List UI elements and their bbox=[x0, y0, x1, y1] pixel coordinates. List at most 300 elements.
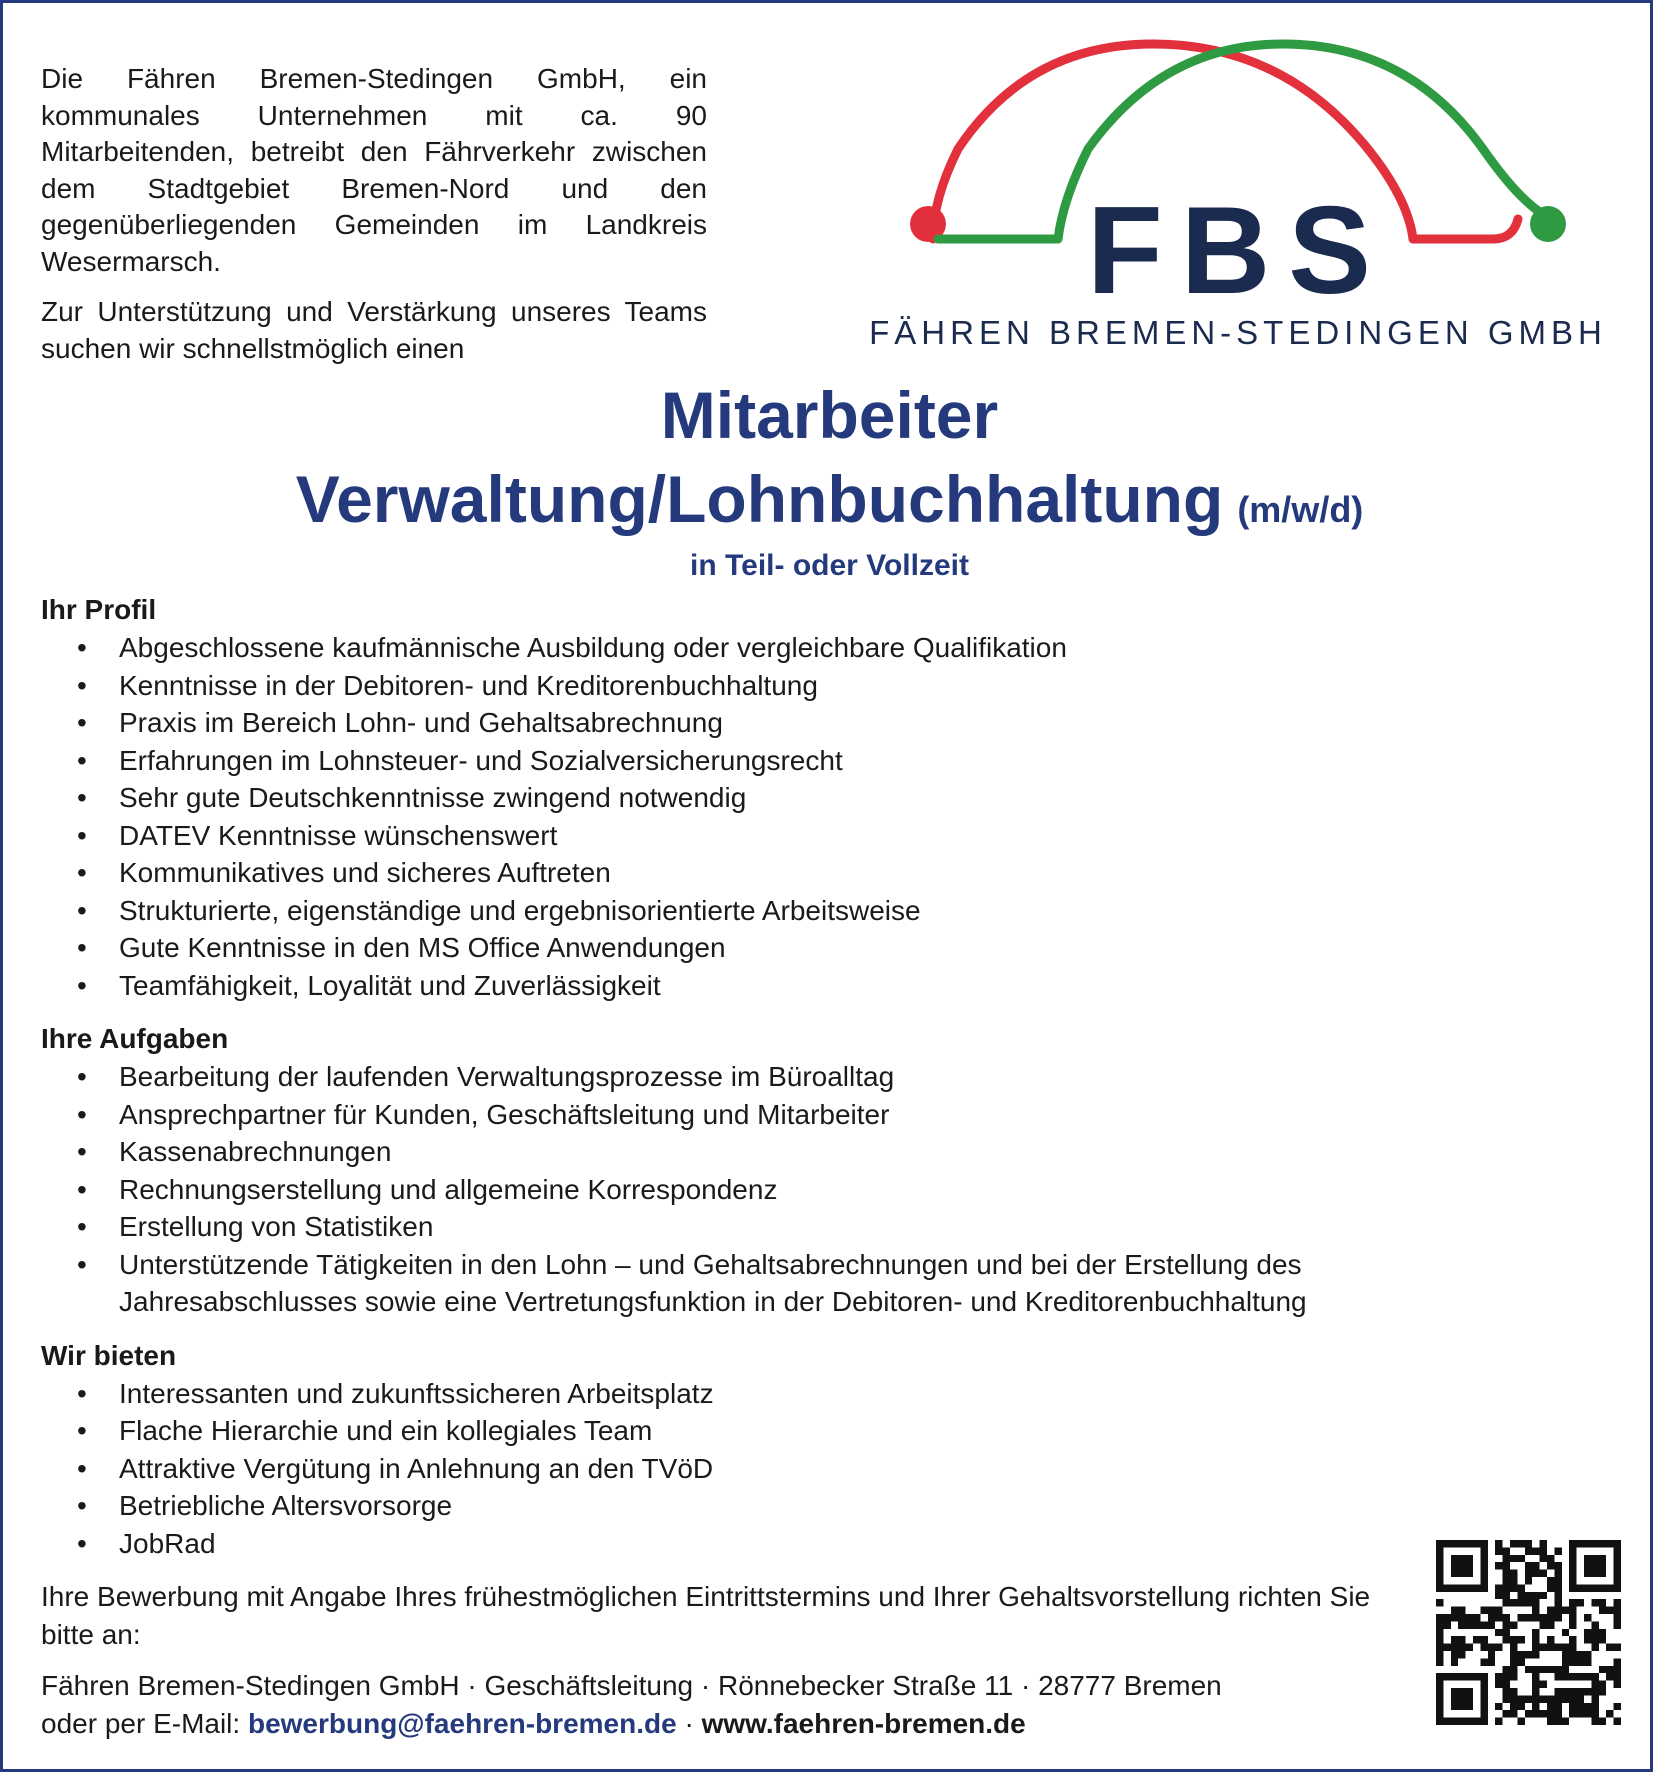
qr-module bbox=[1569, 1651, 1576, 1658]
qr-module bbox=[1517, 1703, 1524, 1710]
qr-module bbox=[1503, 1629, 1510, 1636]
qr-module bbox=[1488, 1621, 1495, 1628]
qr-module bbox=[1495, 1540, 1502, 1547]
list-item bbox=[41, 892, 1521, 930]
qr-module bbox=[1473, 1621, 1480, 1628]
qr-module bbox=[1532, 1673, 1539, 1680]
qr-module bbox=[1599, 1629, 1606, 1636]
qr-module bbox=[1547, 1621, 1554, 1628]
qr-module bbox=[1591, 1703, 1598, 1710]
section-heading-bieten: Wir bieten bbox=[41, 1339, 177, 1371]
qr-module bbox=[1495, 1607, 1502, 1614]
qr-module bbox=[1562, 1629, 1569, 1636]
list-item-text: Erstellung von Statistiken bbox=[119, 1211, 434, 1242]
qr-module bbox=[1510, 1584, 1517, 1591]
qr-module bbox=[1517, 1584, 1524, 1591]
qr-module bbox=[1547, 1644, 1554, 1651]
qr-module bbox=[1614, 1681, 1621, 1688]
qr-module bbox=[1510, 1703, 1517, 1710]
qr-module bbox=[1503, 1621, 1510, 1628]
qr-module bbox=[1488, 1614, 1495, 1621]
bullet-icon: • bbox=[77, 969, 87, 1001]
qr-module bbox=[1569, 1621, 1576, 1628]
list-item bbox=[41, 1096, 1521, 1134]
qr-module bbox=[1532, 1547, 1539, 1554]
qr-module bbox=[1503, 1570, 1510, 1577]
qr-module bbox=[1436, 1644, 1443, 1651]
list-item-text: Attraktive Vergütung in Anlehnung an den TVöD bbox=[119, 1452, 714, 1484]
qr-module bbox=[1436, 1614, 1443, 1621]
qr-module bbox=[1458, 1636, 1465, 1643]
bullet-icon: • bbox=[77, 932, 87, 963]
qr-module bbox=[1532, 1695, 1539, 1702]
job-details bbox=[41, 591, 1521, 1756]
profil-list bbox=[41, 629, 1521, 1004]
qr-module bbox=[1584, 1614, 1591, 1621]
qr-module bbox=[1569, 1695, 1576, 1702]
qr-module bbox=[1540, 1555, 1547, 1562]
list-item-text: Praxis im Bereich Lohn- und Gehaltsabrechnung bbox=[119, 707, 723, 738]
qr-module bbox=[1525, 1547, 1532, 1554]
bullet-icon: • bbox=[77, 1377, 87, 1409]
qr-module bbox=[1614, 1666, 1621, 1673]
qr-module bbox=[1532, 1607, 1539, 1614]
job-title-line-2 bbox=[3, 462, 1653, 547]
qr-module bbox=[1591, 1695, 1598, 1702]
qr-module bbox=[1569, 1703, 1576, 1710]
company-logo bbox=[853, 39, 1623, 359]
bullet-icon: • bbox=[77, 1173, 87, 1205]
qr-module bbox=[1547, 1666, 1554, 1673]
qr-module bbox=[1554, 1695, 1561, 1702]
qr-module bbox=[1584, 1673, 1591, 1680]
list-item-text: DATEV Kenntnisse wünschenswert bbox=[119, 819, 558, 851]
qr-module bbox=[1532, 1570, 1539, 1577]
qr-module bbox=[1503, 1636, 1510, 1643]
logo-company-name: FÄHREN BREMEN-STEDINGEN GMBH bbox=[869, 314, 1607, 351]
qr-module bbox=[1554, 1673, 1561, 1680]
qr-module bbox=[1458, 1651, 1465, 1658]
qr-module bbox=[1584, 1710, 1591, 1717]
qr-module bbox=[1466, 1621, 1473, 1628]
qr-module bbox=[1569, 1673, 1576, 1680]
qr-module bbox=[1532, 1651, 1539, 1658]
list-item bbox=[41, 1412, 1521, 1450]
qr-module bbox=[1599, 1607, 1606, 1614]
qr-module bbox=[1517, 1592, 1524, 1599]
qr-module bbox=[1510, 1577, 1517, 1584]
qr-module bbox=[1547, 1555, 1554, 1562]
bullet-icon: • bbox=[77, 857, 87, 888]
qr-module bbox=[1458, 1621, 1465, 1628]
qr-module bbox=[1532, 1636, 1539, 1643]
list-item bbox=[41, 667, 1521, 705]
qr-module bbox=[1540, 1547, 1547, 1554]
qr-module bbox=[1591, 1688, 1598, 1695]
qr-module bbox=[1569, 1599, 1576, 1606]
qr-module bbox=[1525, 1614, 1532, 1621]
qr-module bbox=[1495, 1703, 1502, 1710]
qr-module bbox=[1503, 1666, 1510, 1673]
list-item bbox=[41, 1058, 1521, 1096]
qr-module bbox=[1569, 1658, 1576, 1665]
qr-module bbox=[1443, 1614, 1450, 1621]
qr-module bbox=[1495, 1562, 1502, 1569]
qr-module bbox=[1510, 1644, 1517, 1651]
qr-module bbox=[1503, 1547, 1510, 1554]
qr-module bbox=[1569, 1614, 1576, 1621]
qr-module bbox=[1554, 1614, 1561, 1621]
qr-module bbox=[1525, 1570, 1532, 1577]
qr-module bbox=[1532, 1703, 1539, 1710]
qr-module bbox=[1517, 1599, 1524, 1606]
qr-module bbox=[1554, 1666, 1561, 1673]
logo-letters: FBS bbox=[1087, 182, 1389, 320]
qr-module bbox=[1554, 1592, 1561, 1599]
qr-module bbox=[1547, 1607, 1554, 1614]
qr-module bbox=[1547, 1562, 1554, 1569]
qr-module bbox=[1577, 1695, 1584, 1702]
qr-module bbox=[1591, 1629, 1598, 1636]
qr-module bbox=[1451, 1607, 1458, 1614]
qr-module bbox=[1510, 1666, 1517, 1673]
qr-module bbox=[1532, 1644, 1539, 1651]
list-item bbox=[41, 1133, 1521, 1171]
qr-module bbox=[1562, 1673, 1569, 1680]
qr-module bbox=[1480, 1658, 1487, 1665]
qr-module bbox=[1547, 1636, 1554, 1643]
qr-module bbox=[1503, 1599, 1510, 1606]
application-info bbox=[41, 1578, 1411, 1742]
qr-module bbox=[1525, 1562, 1532, 1569]
qr-module bbox=[1532, 1688, 1539, 1695]
qr-module bbox=[1562, 1718, 1569, 1725]
qr-module bbox=[1591, 1599, 1598, 1606]
list-item-text: Sehr gute Deutschkenntnisse zwingend notwendig bbox=[119, 782, 747, 813]
qr-module bbox=[1591, 1636, 1598, 1643]
list-item bbox=[41, 629, 1521, 667]
qr-module bbox=[1562, 1607, 1569, 1614]
qr-module bbox=[1547, 1584, 1554, 1591]
email-link[interactable]: bewerbung@faehren-bremen.de bbox=[247, 1707, 677, 1739]
list-item bbox=[41, 1375, 1521, 1413]
website-link[interactable]: www.faehren-bremen.de bbox=[701, 1707, 1026, 1739]
qr-module bbox=[1577, 1651, 1584, 1658]
qr-module bbox=[1614, 1614, 1621, 1621]
bullet-icon: • bbox=[77, 1136, 87, 1167]
qr-module bbox=[1562, 1651, 1569, 1658]
qr-module bbox=[1614, 1658, 1621, 1665]
qr-module bbox=[1495, 1718, 1502, 1725]
qr-module bbox=[1599, 1681, 1606, 1688]
qr-module bbox=[1473, 1614, 1480, 1621]
email-prefix: oder per E-Mail: bbox=[41, 1707, 241, 1739]
qr-module bbox=[1554, 1577, 1561, 1584]
qr-module bbox=[1495, 1547, 1502, 1554]
qr-module bbox=[1562, 1666, 1569, 1673]
list-item bbox=[41, 742, 1521, 780]
qr-module bbox=[1591, 1681, 1598, 1688]
qr-module bbox=[1525, 1710, 1532, 1717]
section-heading-aufgaben: Ihre Aufgaben bbox=[41, 1023, 229, 1054]
list-item-text: Strukturierte, eigenständige und ergebnisorientierte Arbeitsweise bbox=[119, 894, 921, 926]
qr-module bbox=[1614, 1621, 1621, 1628]
job-title-gender-suffix: (m/w/d) bbox=[1237, 489, 1364, 530]
qr-module bbox=[1503, 1592, 1510, 1599]
qr-module bbox=[1510, 1599, 1517, 1606]
qr-module bbox=[1495, 1681, 1502, 1688]
qr-module bbox=[1606, 1666, 1613, 1673]
qr-module bbox=[1510, 1658, 1517, 1665]
qr-module bbox=[1562, 1644, 1569, 1651]
qr-module bbox=[1503, 1555, 1510, 1562]
bullet-icon: • bbox=[77, 1415, 87, 1446]
qr-module bbox=[1525, 1540, 1532, 1547]
qr-module bbox=[1540, 1644, 1547, 1651]
qr-module bbox=[1554, 1710, 1561, 1717]
qr-module bbox=[1436, 1599, 1443, 1606]
qr-module bbox=[1606, 1710, 1613, 1717]
qr-module bbox=[1488, 1658, 1495, 1665]
qr-module bbox=[1540, 1540, 1547, 1547]
qr-module bbox=[1554, 1599, 1561, 1606]
qr-module bbox=[1591, 1710, 1598, 1717]
qr-module bbox=[1525, 1651, 1532, 1658]
list-item-text: Ansprechpartner für Kunden, Geschäftsleitung und Mitarbeiter bbox=[119, 1098, 890, 1130]
qr-module bbox=[1577, 1599, 1584, 1606]
list-item-text: Unterstützende Tätigkeiten in den Lohn – und Gehaltsabrechnungen und bei der Erstellung des Jahresabschlusses sowie eine Vertretungsfunktion in der Debitoren- und Kreditorenbuchhaltung bbox=[119, 1248, 1307, 1317]
qr-module bbox=[1525, 1592, 1532, 1599]
qr-module bbox=[1547, 1703, 1554, 1710]
list-item-text: Gute Kenntnisse in den MS Office Anwendungen bbox=[119, 932, 726, 963]
qr-module bbox=[1554, 1718, 1561, 1725]
qr-module bbox=[1488, 1607, 1495, 1614]
qr-module bbox=[1591, 1673, 1598, 1680]
qr-module bbox=[1540, 1614, 1547, 1621]
qr-module bbox=[1569, 1644, 1576, 1651]
postal-address: Fähren Bremen-Stedingen GmbH · Geschäftsleitung · Rönnebecker Straße 11 · 28777 Bremen bbox=[41, 1670, 1222, 1701]
qr-module bbox=[1510, 1570, 1517, 1577]
list-item-text: Rechnungserstellung und allgemeine Korrespondenz bbox=[119, 1173, 778, 1205]
qr-module bbox=[1599, 1636, 1606, 1643]
list-item bbox=[41, 1525, 1521, 1563]
qr-module bbox=[1488, 1651, 1495, 1658]
qr-module bbox=[1614, 1644, 1621, 1651]
qr-module bbox=[1614, 1703, 1621, 1710]
qr-module bbox=[1599, 1599, 1606, 1606]
qr-module bbox=[1554, 1607, 1561, 1614]
qr-module bbox=[1458, 1607, 1465, 1614]
qr-module bbox=[1547, 1577, 1554, 1584]
qr-module bbox=[1525, 1599, 1532, 1606]
bullet-icon: • bbox=[77, 707, 87, 738]
qr-module bbox=[1510, 1710, 1517, 1717]
intro-paragraph-company: Die Fähren Bremen-Stedingen GmbH, ein kommunales Unternehmen mit ca. 90 Mitarbeitenden, betreibt den Fährverkehr zwischen dem Stadtgebiet Bremen-Nord und den gegenüberliegenden Gemeinden im Landkreis Wesermarsch. bbox=[41, 63, 707, 277]
qr-module bbox=[1517, 1658, 1524, 1665]
qr-module bbox=[1614, 1673, 1621, 1680]
list-item bbox=[41, 1246, 1521, 1321]
qr-module bbox=[1503, 1695, 1510, 1702]
qr-module bbox=[1540, 1570, 1547, 1577]
qr-module bbox=[1495, 1629, 1502, 1636]
qr-module bbox=[1584, 1658, 1591, 1665]
contact-separator: · bbox=[684, 1707, 694, 1739]
qr-module bbox=[1577, 1673, 1584, 1680]
list-item-text: Kassenabrechnungen bbox=[119, 1136, 392, 1167]
list-item-text: Kommunikatives und sicheres Auftreten bbox=[119, 857, 611, 888]
qr-module bbox=[1614, 1599, 1621, 1606]
list-item bbox=[41, 1450, 1521, 1488]
qr-module bbox=[1503, 1673, 1510, 1680]
qr-module bbox=[1458, 1644, 1465, 1651]
list-item-text: Kenntnisse in der Debitoren- und Kreditorenbuchhaltung bbox=[119, 669, 818, 701]
qr-module bbox=[1466, 1644, 1473, 1651]
qr-module bbox=[1547, 1614, 1554, 1621]
bullet-icon: • bbox=[77, 819, 87, 851]
qr-module bbox=[1510, 1695, 1517, 1702]
qr-module bbox=[1599, 1688, 1606, 1695]
qr-module bbox=[1614, 1718, 1621, 1725]
qr-module bbox=[1480, 1636, 1487, 1643]
list-item bbox=[41, 1208, 1521, 1246]
section-heading-profil: Ihr Profil bbox=[41, 594, 157, 625]
qr-module bbox=[1451, 1636, 1458, 1643]
list-item bbox=[41, 817, 1521, 855]
bullet-icon: • bbox=[77, 1061, 87, 1092]
bullet-icon: • bbox=[77, 669, 87, 701]
qr-module bbox=[1443, 1644, 1450, 1651]
qr-module bbox=[1540, 1695, 1547, 1702]
qr-module bbox=[1436, 1651, 1443, 1658]
qr-module bbox=[1591, 1644, 1598, 1651]
qr-module bbox=[1532, 1629, 1539, 1636]
list-item bbox=[41, 779, 1521, 817]
bullet-icon: • bbox=[77, 632, 87, 663]
job-title-role: Verwaltung/Lohnbuchhaltung bbox=[295, 462, 1224, 536]
qr-module bbox=[1554, 1547, 1561, 1554]
qr-module bbox=[1547, 1695, 1554, 1702]
qr-module bbox=[1532, 1681, 1539, 1688]
qr-module bbox=[1517, 1651, 1524, 1658]
bullet-icon: • bbox=[77, 1211, 87, 1242]
job-title-line-1: Mitarbeiter bbox=[660, 378, 999, 452]
qr-module bbox=[1510, 1621, 1517, 1628]
list-item-text: Flache Hierarchie und ein kollegiales Team bbox=[119, 1415, 653, 1446]
qr-module bbox=[1517, 1636, 1524, 1643]
qr-module bbox=[1503, 1688, 1510, 1695]
list-item-text: Bearbeitung der laufenden Verwaltungsprozesse im Büroalltag bbox=[119, 1061, 895, 1092]
job-subtitle: in Teil- oder Vollzeit bbox=[690, 549, 969, 582]
contact-block bbox=[41, 1667, 1411, 1742]
qr-module bbox=[1517, 1540, 1524, 1547]
qr-module bbox=[1510, 1673, 1517, 1680]
qr-module bbox=[1584, 1651, 1591, 1658]
qr-module bbox=[1540, 1710, 1547, 1717]
list-item-text: Betriebliche Altersvorsorge bbox=[119, 1490, 453, 1521]
qr-module bbox=[1443, 1621, 1450, 1628]
qr-module bbox=[1577, 1688, 1584, 1695]
qr-module bbox=[1525, 1577, 1532, 1584]
qr-module bbox=[1584, 1703, 1591, 1710]
qr-module bbox=[1547, 1718, 1554, 1725]
bullet-icon: • bbox=[77, 782, 87, 813]
qr-module bbox=[1488, 1644, 1495, 1651]
qr-module bbox=[1532, 1592, 1539, 1599]
list-item-text: Teamfähigkeit, Loyalität und Zuverlässigkeit bbox=[119, 969, 661, 1001]
qr-module bbox=[1606, 1607, 1613, 1614]
qr-module bbox=[1495, 1673, 1502, 1680]
qr-module bbox=[1503, 1681, 1510, 1688]
qr-module bbox=[1562, 1688, 1569, 1695]
qr-module bbox=[1436, 1658, 1443, 1665]
qr-module bbox=[1554, 1570, 1561, 1577]
qr-module bbox=[1532, 1666, 1539, 1673]
bullet-icon: • bbox=[77, 1248, 87, 1280]
qr-module bbox=[1540, 1666, 1547, 1673]
list-item bbox=[41, 929, 1521, 967]
qr-module bbox=[1532, 1599, 1539, 1606]
list-item bbox=[41, 1487, 1521, 1525]
qr-module bbox=[1599, 1718, 1606, 1725]
qr-module bbox=[1503, 1584, 1510, 1591]
qr-module bbox=[1517, 1695, 1524, 1702]
qr-module bbox=[1569, 1710, 1576, 1717]
qr-module bbox=[1525, 1666, 1532, 1673]
qr-module bbox=[1569, 1607, 1576, 1614]
list-item bbox=[41, 704, 1521, 742]
qr-code[interactable] bbox=[1436, 1540, 1621, 1725]
qr-module bbox=[1517, 1718, 1524, 1725]
qr-module bbox=[1525, 1695, 1532, 1702]
qr-module bbox=[1480, 1621, 1487, 1628]
qr-module bbox=[1547, 1710, 1554, 1717]
qr-module bbox=[1451, 1651, 1458, 1658]
qr-module bbox=[1510, 1688, 1517, 1695]
qr-module bbox=[1480, 1644, 1487, 1651]
qr-module bbox=[1466, 1614, 1473, 1621]
qr-module bbox=[1510, 1555, 1517, 1562]
qr-module bbox=[1591, 1718, 1598, 1725]
job-title bbox=[3, 378, 1653, 547]
bullet-icon: • bbox=[77, 894, 87, 926]
bullet-icon: • bbox=[77, 1098, 87, 1130]
intro-paragraph-search: Zur Unterstützung und Verstärkung unseres Teams suchen wir schnellstmöglich einen bbox=[41, 296, 707, 364]
qr-module bbox=[1614, 1607, 1621, 1614]
qr-module bbox=[1540, 1592, 1547, 1599]
qr-module bbox=[1562, 1658, 1569, 1665]
qr-module bbox=[1584, 1636, 1591, 1643]
qr-module bbox=[1495, 1644, 1502, 1651]
qr-module bbox=[1554, 1703, 1561, 1710]
qr-module bbox=[1510, 1651, 1517, 1658]
qr-module bbox=[1458, 1614, 1465, 1621]
qr-module bbox=[1495, 1614, 1502, 1621]
list-item bbox=[41, 1171, 1521, 1209]
qr-module bbox=[1584, 1688, 1591, 1695]
bieten-list bbox=[41, 1375, 1521, 1563]
qr-module bbox=[1562, 1695, 1569, 1702]
qr-module bbox=[1591, 1621, 1598, 1628]
bullet-icon: • bbox=[77, 1490, 87, 1521]
qr-module bbox=[1584, 1629, 1591, 1636]
qr-module bbox=[1503, 1614, 1510, 1621]
list-item bbox=[41, 967, 1521, 1005]
qr-module bbox=[1503, 1710, 1510, 1717]
qr-module bbox=[1473, 1636, 1480, 1643]
qr-module bbox=[1436, 1621, 1443, 1628]
qr-module bbox=[1436, 1629, 1443, 1636]
qr-module bbox=[1495, 1592, 1502, 1599]
